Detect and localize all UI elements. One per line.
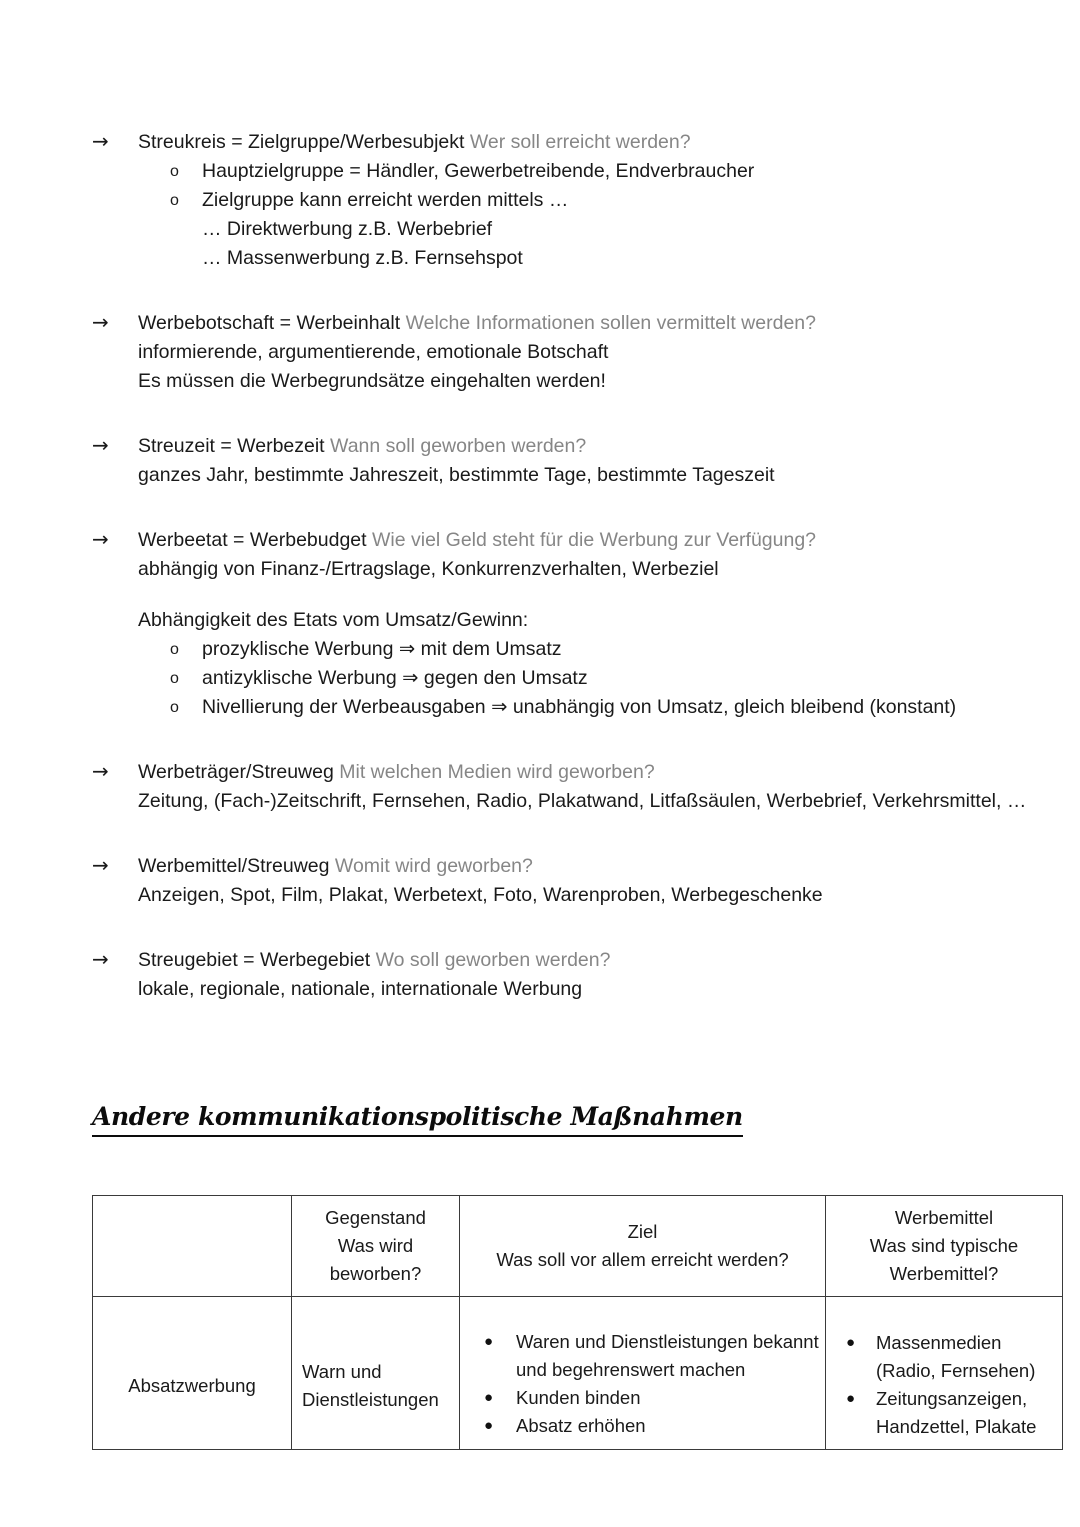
heading-wrapper	[92, 1034, 1058, 1137]
header-line: Werbemittel	[894, 1207, 994, 1228]
section-body-line: Es müssen die Werbegrundsätze eingehalten werden!	[138, 370, 606, 392]
right-arrow-icon: →	[92, 129, 109, 153]
continuation-line: … Massenwerbung z.B. Fernsehspot	[202, 247, 523, 269]
section-question: Womit wird geworben?	[334, 855, 533, 877]
table-header-werbemittel	[826, 1196, 1063, 1297]
section-question: Mit welchen Medien wird geworben?	[339, 761, 655, 783]
right-arrow-icon: →	[92, 310, 109, 334]
bullet-dot-icon: ●	[846, 1390, 856, 1407]
list-item	[460, 1384, 819, 1412]
section-werbetraeger	[92, 758, 1058, 816]
spacer	[92, 584, 1058, 606]
right-arrow-icon: →	[92, 433, 109, 457]
header-line: Werbemittel?	[889, 1263, 999, 1284]
section-heading-line	[92, 128, 1058, 157]
section-body-line: informierende, argumentierende, emotionale Botschaft	[138, 341, 609, 363]
comparison-table	[92, 1195, 1063, 1450]
table-header-gegenstand	[292, 1196, 460, 1297]
list-item	[460, 1328, 819, 1384]
bullet-dot-icon: ●	[484, 1333, 494, 1350]
bullet-dot-icon: ●	[846, 1334, 856, 1351]
section-werbebotschaft	[92, 309, 1058, 396]
table-row	[93, 1297, 1063, 1450]
sub-bullet-list	[92, 635, 1058, 722]
section-body-line: Zeitung, (Fach-)Zeitschrift, Fernsehen, Radio, Plakatwand, Litfaßsäulen, Werbebrief, Verkehrsmittel, …	[138, 790, 1027, 812]
list-item-label: prozyklische Werbung ⇒ mit dem Umsatz	[202, 638, 562, 660]
section-term: Werbebotschaft = Werbeinhalt	[138, 312, 401, 334]
header-line: Was soll vor allem erreicht werden?	[496, 1249, 789, 1270]
list-item	[460, 1412, 819, 1440]
section-term: Werbeetat = Werbebudget	[138, 529, 367, 551]
cell-gegenstand-line: Warn und	[302, 1361, 382, 1382]
bullet-dot-icon: ●	[484, 1389, 494, 1406]
cell-category	[93, 1297, 292, 1450]
header-line: Was wird	[337, 1235, 414, 1256]
list-item-label: Massenmedien (Radio, Fernsehen)	[876, 1332, 1036, 1381]
section-body-line: Anzeigen, Spot, Film, Plakat, Werbetext, Foto, Warenproben, Werbegeschenke	[138, 884, 823, 906]
continuation-line: … Direktwerbung z.B. Werbebrief	[202, 218, 493, 240]
section-question: Wo soll geworben werden?	[375, 949, 611, 971]
section-streuzeit	[92, 432, 1058, 490]
section-term: Werbemittel/Streuweg	[138, 855, 330, 877]
list-item	[92, 635, 1058, 664]
list-item	[92, 186, 1058, 215]
header-line: beworben?	[329, 1263, 422, 1284]
section-heading-line	[92, 309, 1058, 338]
circle-bullet-icon: o	[170, 670, 179, 687]
section-heading-line	[92, 946, 1058, 975]
subsection-heading: Abhängigkeit des Etats vom Umsatz/Gewinn:	[138, 609, 529, 631]
circle-bullet-icon: o	[170, 192, 179, 209]
section-term: Werbeträger/Streuweg	[138, 761, 334, 783]
section-streugebiet	[92, 946, 1058, 1004]
circle-bullet-icon: o	[170, 699, 179, 716]
werbemittel-bullet-list	[826, 1329, 1062, 1441]
section-term: Streugebiet = Werbegebiet	[138, 949, 371, 971]
section-question: Wie viel Geld steht für die Werbung zur Verfügung?	[371, 529, 817, 551]
list-item-label: Hauptzielgruppe = Händler, Gewerbetreibende, Endverbraucher	[202, 160, 755, 182]
ziel-bullet-list	[460, 1328, 825, 1440]
table-header-row	[93, 1196, 1063, 1297]
section-heading-line	[92, 852, 1058, 881]
section-body-line: lokale, regionale, nationale, internationale Werbung	[138, 978, 583, 1000]
comparison-table-wrapper	[92, 1195, 1058, 1450]
circle-bullet-icon: o	[170, 163, 179, 180]
header-line: Was sind typische	[869, 1235, 1019, 1256]
list-item	[92, 664, 1058, 693]
section-term: Streuzeit = Werbezeit	[138, 435, 325, 457]
table-header-empty	[93, 1196, 292, 1297]
bullet-dot-icon: ●	[484, 1417, 494, 1434]
right-arrow-icon: →	[92, 759, 109, 783]
list-item-label: Zielgruppe kann erreicht werden mittels …	[202, 189, 569, 211]
list-item	[826, 1329, 1056, 1385]
section-body-line: abhängig von Finanz-/Ertragslage, Konkurrenzverhalten, Werbeziel	[138, 558, 719, 580]
section-question: Wann soll geworben werden?	[330, 435, 587, 457]
section-streukreis	[92, 128, 1058, 273]
list-item-label: Waren und Dienstleistungen bekannt und begehrenswert machen	[516, 1331, 819, 1380]
cell-ziel	[460, 1297, 826, 1450]
cell-category-text: Absatzwerbung	[128, 1375, 256, 1396]
sub-bullet-list	[92, 157, 1058, 215]
section-werbemittel	[92, 852, 1058, 910]
list-item-label: Nivellierung der Werbeausgaben ⇒ unabhängig von Umsatz, gleich bleibend (konstant)	[202, 696, 957, 718]
section-heading-line	[92, 432, 1058, 461]
header-line: Gegenstand	[325, 1207, 426, 1228]
list-item-label: Kunden binden	[516, 1387, 641, 1408]
list-item-label: Zeitungsanzeigen, Handzettel, Plakate	[876, 1388, 1037, 1437]
section-question: Wer soll erreicht werden?	[469, 131, 691, 153]
list-item	[92, 693, 1058, 722]
cell-gegenstand	[292, 1297, 460, 1450]
header-line: Ziel	[627, 1221, 658, 1242]
section-term: Streukreis = Zielgruppe/Werbesubjekt	[138, 131, 465, 153]
right-arrow-icon: →	[92, 527, 109, 551]
table-header-ziel	[460, 1196, 826, 1297]
section-body-line: ganzes Jahr, bestimmte Jahreszeit, bestimmte Tage, bestimmte Tageszeit	[138, 464, 775, 486]
list-item-label: Absatz erhöhen	[516, 1415, 646, 1436]
list-item	[92, 157, 1058, 186]
right-arrow-icon: →	[92, 947, 109, 971]
list-item	[826, 1385, 1056, 1441]
right-arrow-icon: →	[92, 853, 109, 877]
cell-gegenstand-line: Dienstleistungen	[302, 1389, 439, 1410]
section-question: Welche Informationen sollen vermittelt werden?	[405, 312, 816, 334]
section-werbeetat	[92, 526, 1058, 722]
cell-werbemittel	[826, 1297, 1063, 1450]
section-heading-line	[92, 526, 1058, 555]
circle-bullet-icon: o	[170, 641, 179, 658]
list-item-label: antizyklische Werbung ⇒ gegen den Umsatz	[202, 667, 588, 689]
section-heading-line	[92, 758, 1058, 787]
page-title: Andere kommunikationspolitische Maßnahmen	[92, 1102, 743, 1137]
